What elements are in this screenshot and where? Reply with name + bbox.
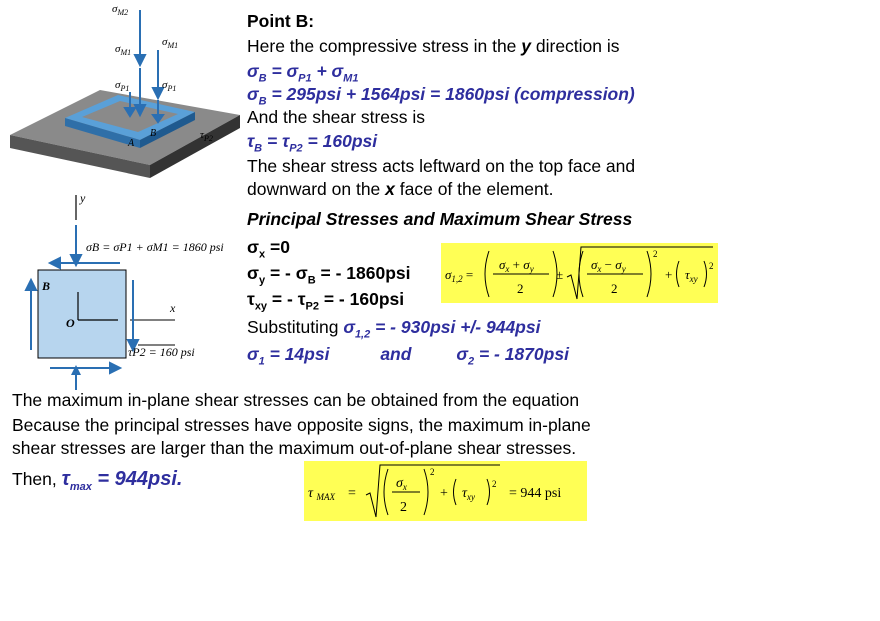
svg-text:σx: $\sigma_x$	[396, 476, 407, 492]
svg-text:τ MAX: τ $_{MAX}$	[308, 486, 336, 502]
sigma-y-line: $\sigma_y$ = - $\sigma_B$ = - 1860psi	[247, 263, 411, 287]
max-shear-formula	[304, 461, 587, 521]
paragraph-larger: shear stresses are larger than the maximum out-of-plane shear stresses.	[12, 438, 577, 458]
equation-sigma-b: $\sigma_B = \sigma_{P1} + \sigma_{M1}$	[247, 61, 359, 85]
paragraph-max-shear: The maximum in-plane shear stresses can be obtained from the equation	[12, 390, 580, 410]
label-tau-p2: $\tau_{P2}$	[200, 129, 213, 143]
tau-xy-line: $\tau_{xy}$ = - $\tau_{P2}$ = - 160psi	[247, 289, 405, 313]
point-b-label: B	[42, 279, 51, 293]
substituting-expr: $\sigma_{1,2}$ = - 930psi +/- 944psi	[343, 317, 541, 341]
svg-text:σx − σy: $\sigma_x - \sigma_y$	[591, 257, 626, 274]
beam-stress-diagram	[0, 0, 240, 180]
label-sigma-p1-right: $\sigma_{P1}$	[162, 79, 177, 93]
svg-text:τxy: $\tau_{xy}$	[462, 486, 476, 502]
svg-text:2: 2	[709, 261, 714, 271]
stress-element	[38, 270, 126, 358]
compressive-stress-line	[247, 35, 620, 57]
line1-post: direction is	[531, 36, 620, 56]
paragraph-opposite-signs: Because the principal stresses have opposite signs, the maximum in-plane	[12, 415, 591, 435]
svg-text:2: 2	[517, 281, 524, 296]
shear-desc2-post: face of the element.	[394, 179, 554, 199]
line1-pre: Here the compressive stress in the	[247, 36, 522, 56]
svg-text:+: +	[665, 267, 673, 282]
origin-label: O	[66, 316, 75, 330]
substituting-label: Substituting	[247, 317, 344, 337]
tau-max-expr: $\tau_{max} = 944psi$.	[61, 468, 183, 493]
svg-text:2: 2	[611, 281, 618, 296]
section-heading: Principal Stresses and Maximum Shear Stress	[247, 209, 633, 229]
label-sigma-m1-left: $\sigma_{M1}$	[115, 43, 132, 57]
sigma-x-line: $\sigma_x =0$	[247, 237, 290, 261]
label-sigma-m2: $\sigma_{M2}$	[112, 3, 129, 17]
max-shear-result: = 944 psi	[509, 486, 562, 501]
svg-text:±: ±	[556, 267, 564, 282]
label-point-a: A	[128, 138, 135, 149]
shear-direction-line2	[247, 178, 553, 200]
then-label: Then,	[12, 469, 62, 489]
axis-y-label: y	[80, 191, 86, 205]
svg-text:σx + σy: $\sigma_x + \sigma_y$	[499, 257, 534, 274]
label-point-b: B	[150, 128, 157, 139]
svg-text:2: 2	[653, 249, 658, 259]
label-sigma-p1-left: $\sigma_{P1}$	[115, 79, 130, 93]
shear-direction-line1: The shear stress acts leftward on the top face and	[247, 156, 636, 176]
tau-p2-label: τP2 = 160 psi	[128, 345, 195, 359]
principal-stress-formula	[441, 243, 718, 303]
label-sigma-m1-right: $\sigma_{M1}$	[162, 36, 179, 50]
svg-text:2: 2	[492, 479, 497, 489]
shear-desc2-pre: downward on the	[247, 179, 386, 199]
shear-desc2-face: x	[385, 179, 395, 199]
equation-tau-b: $\tau_B = \tau_{P2} = 160psi$	[247, 131, 378, 155]
equation-sigma-b-value: $\sigma_B = 295psi + 1564psi = 1860psi$ (compression)	[247, 84, 635, 108]
sigma-2-value: $\sigma_2$ = - 1870psi	[456, 344, 569, 368]
point-title: Point B:	[247, 11, 315, 31]
svg-text:σ1,2 =: $\sigma_{1,2}$ =	[445, 267, 474, 284]
svg-text:=: =	[348, 486, 356, 501]
svg-text:2: 2	[430, 467, 435, 477]
svg-text:+: +	[440, 486, 448, 501]
shear-stress-line: And the shear stress is	[247, 107, 425, 127]
then-line	[12, 468, 182, 498]
and-word: and	[380, 344, 412, 364]
axis-x-label: x	[170, 301, 176, 315]
svg-text:2: 2	[400, 500, 407, 515]
svg-text:τxy: $\tau_{xy}$	[685, 267, 698, 284]
principal-stresses-line	[247, 343, 569, 373]
line1-dir: y	[521, 36, 532, 56]
sigma-b-label: σB = σP1 + σM1 = 1860 psi	[86, 240, 224, 254]
substituting-line	[247, 316, 540, 346]
sigma-1-value: $\sigma_1 = 14psi$	[247, 344, 330, 368]
stress-element-diagram	[0, 180, 245, 390]
